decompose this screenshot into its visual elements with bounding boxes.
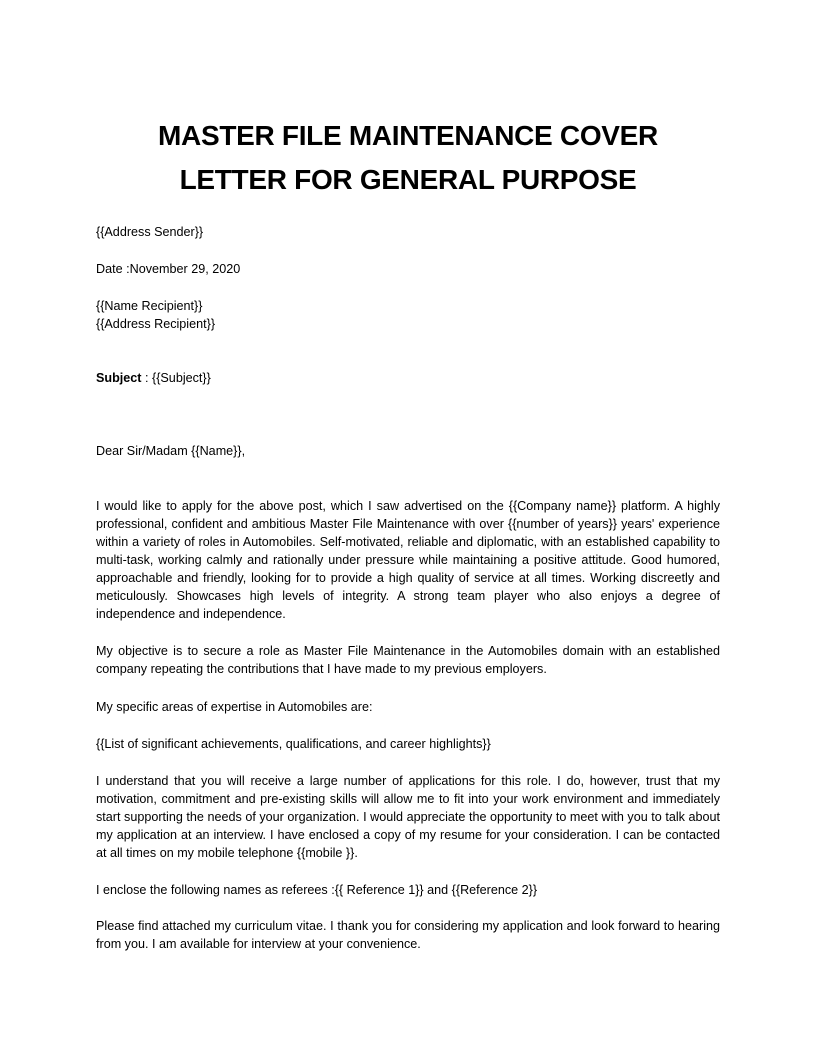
subject-line xyxy=(96,369,720,387)
title-line-1: MASTER FILE MAINTENANCE COVER xyxy=(158,120,658,151)
paragraph-motivation: I understand that you will receive a large number of applications for this role. I do, however, trust that my motivation, commitment and pre-existing skills will allow me to fit into your work environment and immediately start supporting the needs of your organization. I would appreciate the opportunity to meet with you to talk about my application at an interview. I have enclosed a copy of my resume for your consideration. I can be contacted at all times on my mobile telephone {{mobile }}. xyxy=(96,774,720,860)
paragraph-referees: I enclose the following names as referees :{{ Reference 1}} and {{Reference 2}} xyxy=(96,883,538,897)
salutation: Dear Sir/Madam {{Name}}, xyxy=(96,444,246,458)
paragraph-objective: My objective is to secure a role as Master File Maintenance in the Automobiles domain with an established company repeating the contributions that I have made to my previous employers. xyxy=(96,644,720,676)
title-line-2: LETTER FOR GENERAL PURPOSE xyxy=(179,164,637,195)
paragraph-expertise-intro: My specific areas of expertise in Automobiles are: xyxy=(96,700,373,714)
page-title xyxy=(96,114,720,202)
name-recipient: {{Name Recipient}} xyxy=(96,299,203,313)
address-recipient: {{Address Recipient}} xyxy=(96,317,216,331)
paragraph-achievements: {{List of significant achievements, qualifications, and career highlights}} xyxy=(96,737,491,751)
paragraph-closing: Please find attached my curriculum vitae. I thank you for considering my application and look forward to hearing from you. I am available for interview at your convenience. xyxy=(96,919,720,951)
subject-value: : {{Subject}} xyxy=(141,371,211,385)
address-sender: {{Address Sender}} xyxy=(96,225,204,239)
letter-date: Date :November 29, 2020 xyxy=(96,262,241,276)
subject-label: Subject xyxy=(96,371,142,385)
paragraph-intro: I would like to apply for the above post, which I saw advertised on the {{Company name}} platform. A highly professional, confident and ambitious Master File Maintenance with over {{number of years}} years' experience within a variety of roles in Automobiles. Self-motivated, reliable and diplomatic, with an established capability to multi-task, working calmly and rationally under pressure while maintaining a positive attitude. Good humored, approachable and friendly, looking for to provide a high quality of service at all times. Working discreetly and meticulously. Showcases high levels of integrity. A strong team player who also enjoys a degree of independence and independence. xyxy=(96,499,720,621)
